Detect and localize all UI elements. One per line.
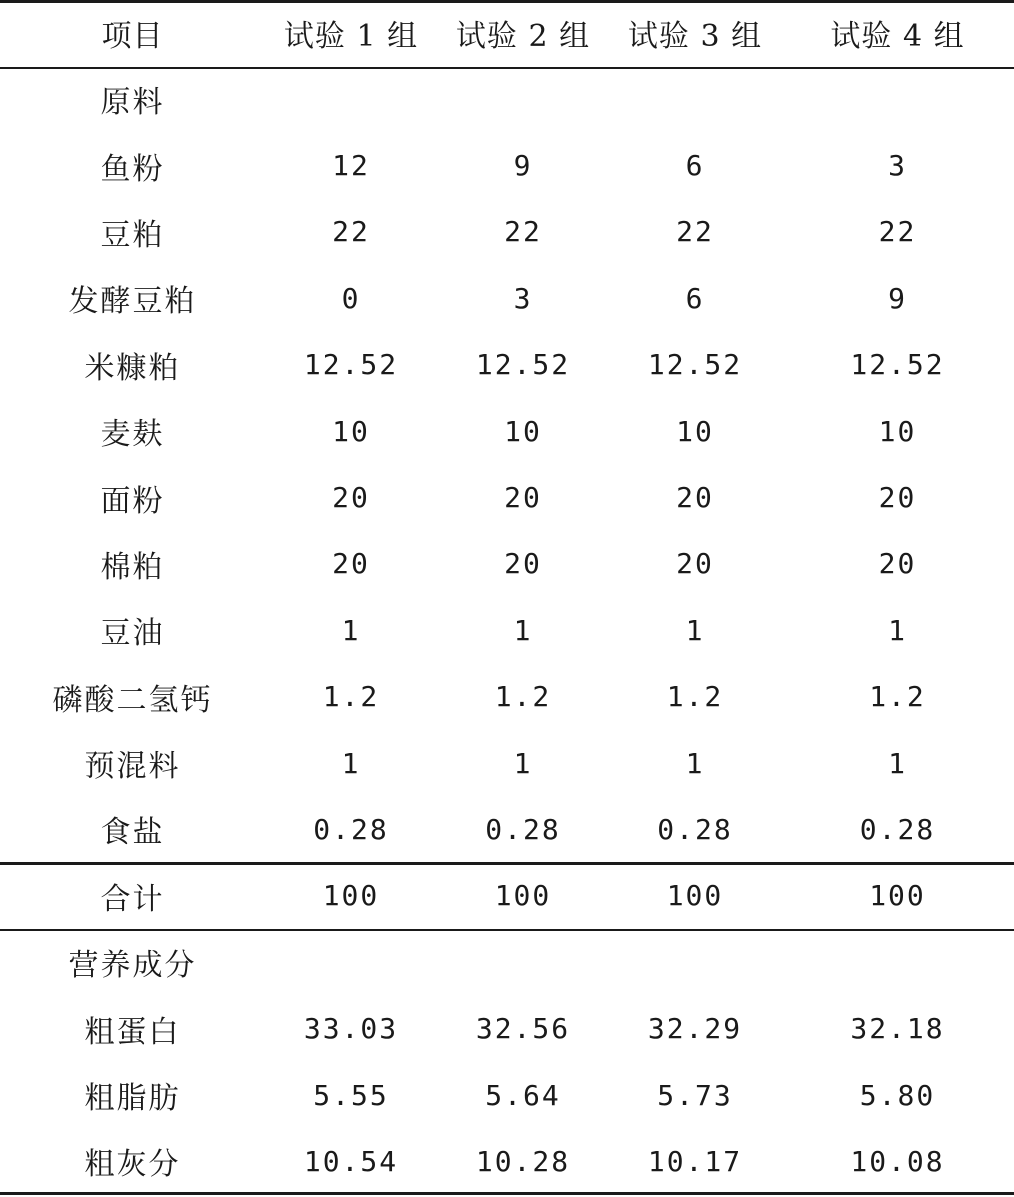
cell-value: 10.54 <box>303 1144 399 1178</box>
cell-value: 32.56 <box>475 1012 571 1046</box>
section-title-nutrients: 营养成分 <box>68 948 197 984</box>
table-row <box>0 531 1014 597</box>
table-row <box>0 1062 1014 1128</box>
cell-value: 20 <box>676 481 714 515</box>
cell-value: 1 <box>513 746 533 780</box>
total-bottom-rule <box>0 929 1014 931</box>
cell-value: 1 <box>685 746 705 780</box>
cell-value: 5.64 <box>485 1078 561 1112</box>
cell-value: 0 <box>341 281 361 315</box>
cell-value: 1 <box>685 613 705 647</box>
cell-value: 100 <box>322 879 380 913</box>
table-row <box>0 796 1014 862</box>
cell-value: 12.52 <box>303 348 399 382</box>
cell-value: 1 <box>513 613 533 647</box>
cell-value: 100 <box>494 879 552 913</box>
row-label: 面粉 <box>100 483 165 519</box>
cell-value: 20 <box>332 547 370 581</box>
table-row <box>0 995 1014 1061</box>
column-header-group-2: 试验 2 组 <box>455 19 591 54</box>
column-header-group-4: 试验 4 组 <box>830 19 965 54</box>
section-title-ingredients: 原料 <box>100 85 165 121</box>
cell-value: 5.80 <box>859 1078 936 1112</box>
cell-value: 10 <box>676 414 714 448</box>
cell-value: 0.28 <box>859 812 936 846</box>
cell-value: 10.17 <box>647 1144 743 1178</box>
row-label: 粗脂肪 <box>84 1081 181 1117</box>
row-label: 磷酸二氢钙 <box>52 682 213 718</box>
column-header-group-1: 试验 1 组 <box>283 19 419 54</box>
table-header-row <box>0 0 1014 66</box>
table-row <box>0 464 1014 530</box>
cell-value: 0.28 <box>313 812 389 846</box>
cell-value: 6 <box>685 149 705 183</box>
total-top-rule <box>0 862 1014 865</box>
row-label: 豆油 <box>100 616 165 652</box>
section-title-row <box>0 929 1014 995</box>
cell-value: 9 <box>513 149 533 183</box>
table-row <box>0 332 1014 398</box>
cell-value: 32.29 <box>647 1012 743 1046</box>
cell-value: 100 <box>869 879 926 913</box>
table-row <box>0 398 1014 464</box>
row-label-total: 合计 <box>100 881 165 917</box>
cell-value: 12.52 <box>850 348 945 382</box>
row-label: 豆粕 <box>100 217 165 253</box>
cell-value: 5.73 <box>657 1078 733 1112</box>
cell-value: 20 <box>332 481 370 515</box>
cell-value: 1 <box>341 746 361 780</box>
header-bottom-rule <box>0 67 1014 69</box>
column-header-item: 项目 <box>101 19 164 54</box>
cell-value: 22 <box>504 215 542 249</box>
total-row <box>0 863 1014 929</box>
row-label: 预混料 <box>84 749 181 785</box>
table-bottom-rule <box>0 1192 1014 1195</box>
table-row <box>0 730 1014 796</box>
row-label: 发酵豆粕 <box>68 284 197 320</box>
cell-value: 20 <box>504 547 542 581</box>
row-label: 粗灰分 <box>84 1147 181 1183</box>
cell-value: 1.2 <box>322 680 380 714</box>
cell-value: 1.2 <box>666 680 724 714</box>
row-label: 粗蛋白 <box>84 1014 181 1050</box>
cell-value: 20 <box>504 481 542 515</box>
column-header-group-3: 试验 3 组 <box>627 19 763 54</box>
table-row <box>0 199 1014 265</box>
cell-value: 6 <box>685 281 705 315</box>
section-title-row <box>0 66 1014 132</box>
cell-value: 20 <box>676 547 714 581</box>
cell-value: 10 <box>332 414 370 448</box>
row-label: 鱼粉 <box>100 151 165 187</box>
cell-value: 12.52 <box>647 348 743 382</box>
cell-value: 32.18 <box>850 1012 945 1046</box>
cell-value: 10 <box>878 414 917 448</box>
cell-value: 1.2 <box>494 680 552 714</box>
row-label: 棉粕 <box>100 549 165 585</box>
row-label: 食盐 <box>100 815 165 851</box>
table-row <box>0 265 1014 331</box>
table-row <box>0 1128 1014 1194</box>
cell-value: 100 <box>666 879 724 913</box>
cell-value: 20 <box>878 547 917 581</box>
table-row <box>0 132 1014 198</box>
cell-value: 5.55 <box>313 1078 389 1112</box>
cell-value: 1.2 <box>869 680 926 714</box>
cell-value: 10.08 <box>850 1144 945 1178</box>
cell-value: 22 <box>332 215 370 249</box>
cell-value: 22 <box>676 215 714 249</box>
cell-value: 3 <box>888 149 907 183</box>
cell-value: 3 <box>513 281 533 315</box>
row-label: 米糠粕 <box>84 350 181 386</box>
cell-value: 1 <box>888 613 907 647</box>
cell-value: 0.28 <box>485 812 561 846</box>
cell-value: 33.03 <box>303 1012 399 1046</box>
cell-value: 12 <box>332 149 370 183</box>
cell-value: 20 <box>878 481 917 515</box>
cell-value: 12.52 <box>475 348 571 382</box>
cell-value: 1 <box>888 746 907 780</box>
cell-value: 0.28 <box>657 812 733 846</box>
table-row <box>0 597 1014 663</box>
row-label: 麦麸 <box>100 417 165 453</box>
table-row <box>0 664 1014 730</box>
cell-value: 22 <box>878 215 917 249</box>
cell-value: 9 <box>888 281 907 315</box>
cell-value: 10.28 <box>475 1144 571 1178</box>
cell-value: 1 <box>341 613 361 647</box>
cell-value: 10 <box>504 414 542 448</box>
